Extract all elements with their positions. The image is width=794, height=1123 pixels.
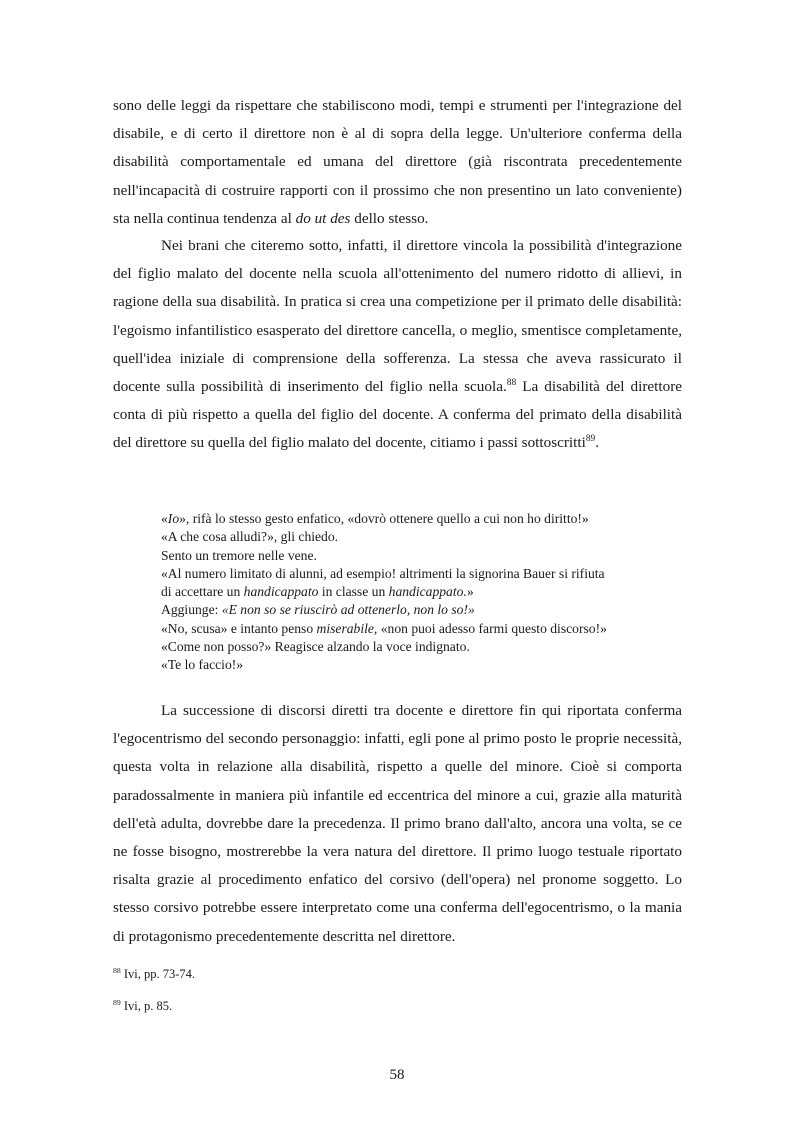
- quote-line-5-italic-2: handicappato.: [388, 584, 467, 600]
- paragraph-1-tail: dello stesso.: [350, 209, 429, 227]
- quote-line-4: «Al numero limitato di alunni, ad esempio! altrimenti la signorina Bauer si rifiuta: [161, 565, 605, 581]
- paragraph-2: [113, 232, 682, 458]
- quote-line-5-b: in classe un: [318, 584, 389, 600]
- quote-line-2: «A che cosa alludi?», gli chiedo.: [161, 529, 339, 545]
- quote-line-7: [161, 620, 661, 638]
- block-quote: [161, 510, 661, 675]
- quote-line-1: [161, 510, 661, 528]
- quote-line-5-a: di accettare un: [161, 584, 244, 600]
- paragraph-2-text-b: La disabilità del direttore conta di più rispetto a quella del figlio del docente. A conferma del primato della disabilità del direttore su quella del figlio malato del docente, citiamo i passi sottoscritti: [113, 378, 683, 452]
- quote-line-6-a: Aggiunge:: [161, 602, 222, 618]
- paragraph-1: [113, 92, 682, 233]
- footnote-text: Ivi, pp. 73-74.: [120, 967, 196, 981]
- quote-line-5: [161, 583, 661, 601]
- footnote-ref-89: 89: [585, 434, 596, 445]
- quote-line-1-rest: », rifà lo stesso gesto enfatico, «dovrò ottenere quello a cui non ho diritto!»: [179, 511, 589, 526]
- quote-line-1-italic: Io: [167, 511, 180, 526]
- quote-line-5-c: »: [466, 584, 474, 600]
- footnote-number: 89: [113, 997, 121, 1007]
- paragraph-2-text: Nei brani che citeremo sotto, infatti, il direttore vincola la possibilità d'integrazione del figlio malato del docente nella scuola all'ottenimento del numero ridotto di allievi, in ragione della sua disabilità. In pratica si crea una competizione per il primato delle disabilità: l'egoismo infantilistico esasperato del direttore cancella, o meglio, smentisce completamente, quell'idea iniziale di comprensione della sofferenza. La stessa che aveva rassicurato il docente sulla possibilità di inserimento del figlio nella scuola.: [113, 237, 682, 396]
- footnote-89: [113, 998, 172, 1014]
- footnote-ref-88: 88: [506, 377, 517, 388]
- paragraph-3: La successione di discorsi diretti tra docente e direttore fin qui riportata conferma l'egocentrismo del secondo personaggio: infatti, egli pone al primo posto le proprie necessità, questa volta in relazione alla disabilità, rispetto a quelle del minore. Cioè si comporta paradossalmente in maniera più infantile ed eccentrica del minore a cui, grazie alla maturità dell'età adulta, dovrebbe dare la precedenza. Il primo brano dall'alto, ancora una volta, se ce ne fosse bisogno, mostrerebbe la vera natura del direttore. Il primo luogo testuale riportato risalta grazie al procedimento enfatico del corsivo (dell'opera) nel pronome soggetto. Lo stesso corsivo potrebbe essere interpretato come una conferma dell'egocentrismo, o la mania di protagonismo precedentemente descritta nel direttore.: [113, 702, 682, 945]
- quote-line-5-italic-1: handicappato: [243, 584, 319, 600]
- quote-line-1-open: «: [161, 511, 168, 526]
- quote-line-9: «Te lo faccio!»: [161, 657, 244, 673]
- quote-line-7-italic: miserabile,: [316, 620, 378, 636]
- quote-line-7-a: «No, scusa» e intanto penso: [161, 620, 317, 636]
- quote-line-3: Sento un tremore nelle vene.: [161, 547, 317, 563]
- footnote-number: 88: [113, 965, 121, 975]
- page-number: 58: [389, 1067, 405, 1083]
- paragraph-2-end: .: [595, 434, 600, 452]
- paragraph-1-text: sono delle leggi da rispettare che stabiliscono modi, tempi e strumenti per l'integrazione del disabile, e di certo il direttore non è al di sopra della legge. Un'ulteriore conferma della disabilità comportamentale ed umana del direttore (già riscontrata precedentemente nell'incapacità di costruire rapporti con il prossimo che non presentino un lato conveniente) sta nella continua tendenza al: [113, 97, 682, 227]
- quote-line-8: «Come non posso?» Reagisce alzando la voce indignato.: [161, 639, 470, 655]
- paragraph-1-italic: do ut des: [295, 209, 351, 227]
- footnote-88: [113, 966, 195, 982]
- quote-line-6-italic: «E non so se riuscirò ad ottenerlo, non lo so!»: [221, 602, 475, 618]
- quote-line-7-b: «non puoi adesso farmi questo discorso!»: [377, 620, 607, 636]
- footnote-text: Ivi, p. 85.: [120, 999, 173, 1013]
- quote-line-6: [161, 601, 661, 619]
